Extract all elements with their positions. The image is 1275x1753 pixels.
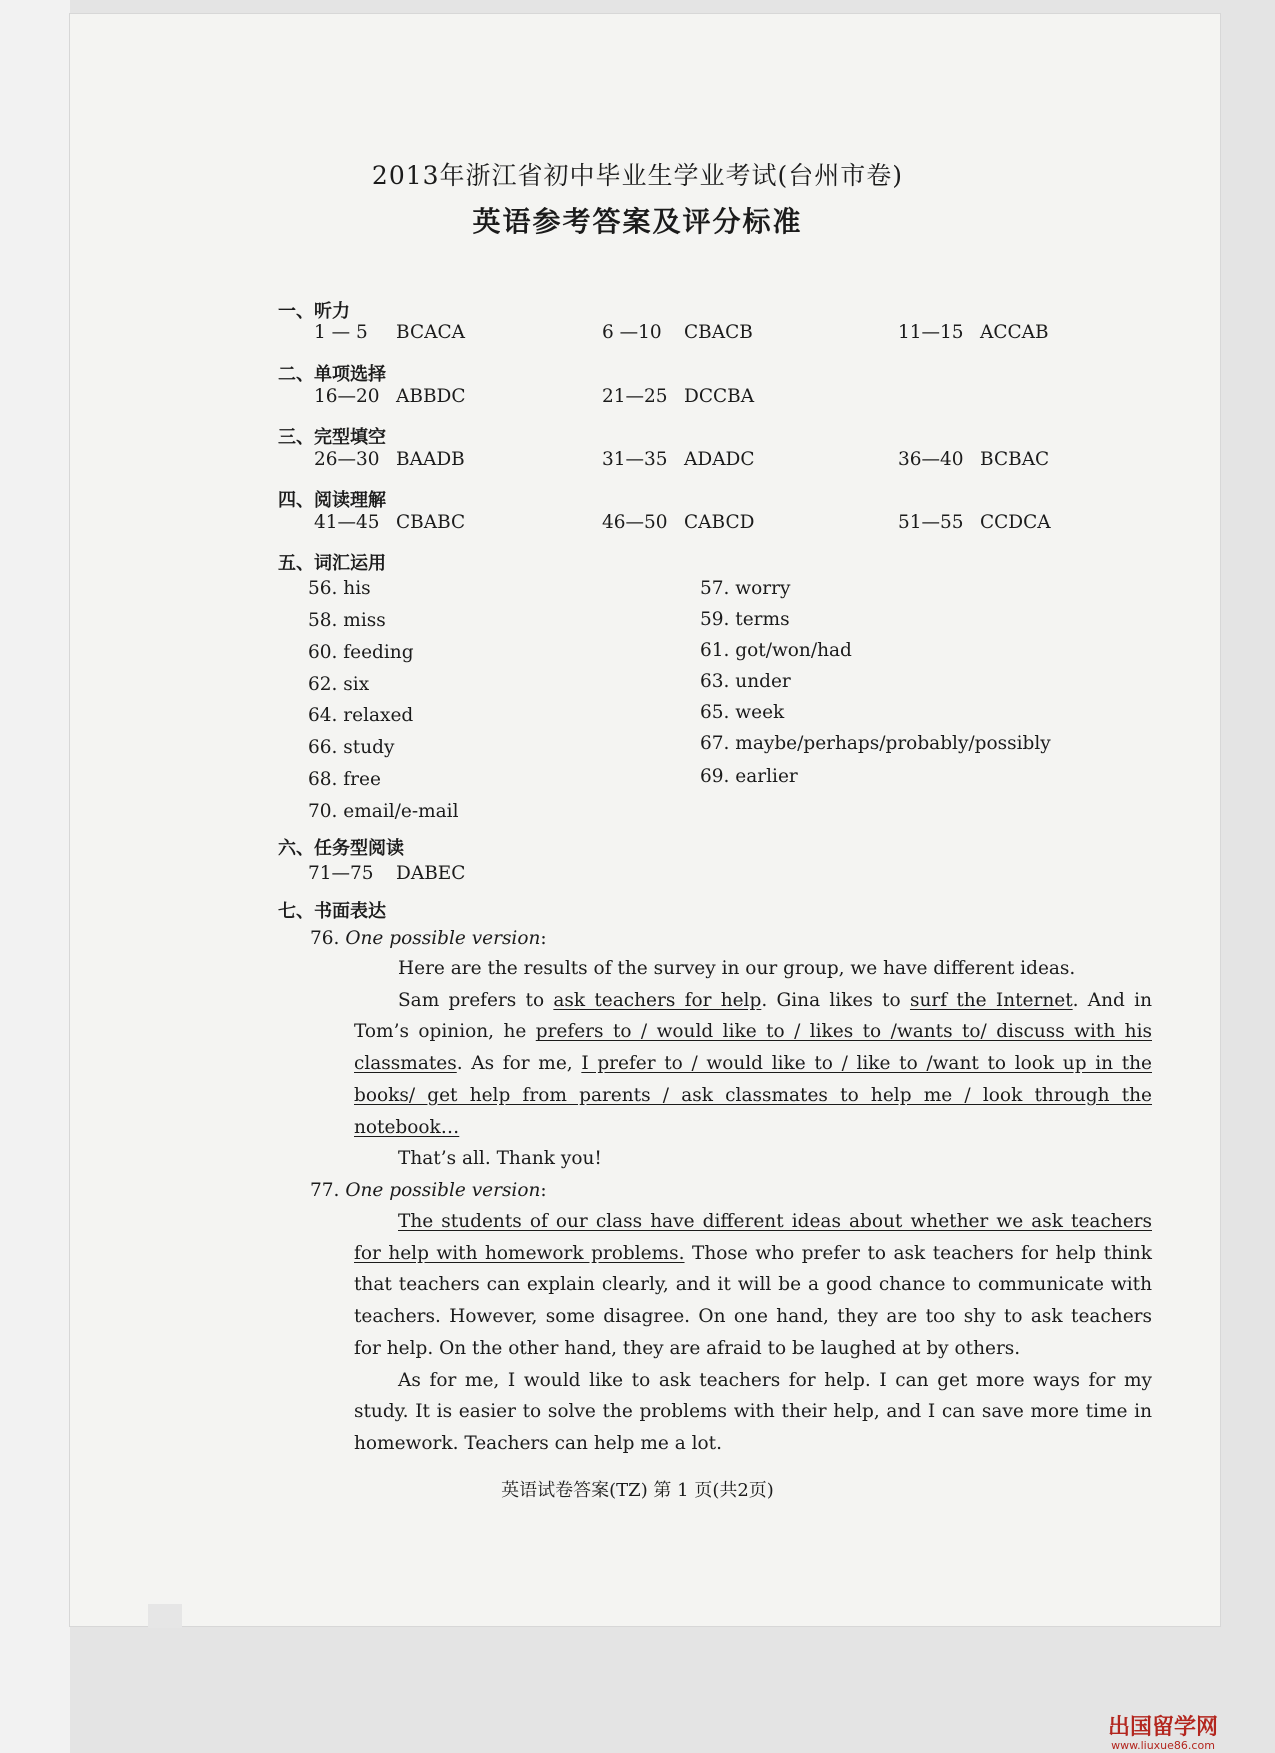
answer-letters: ADADC bbox=[684, 449, 755, 470]
essay-paragraph bbox=[354, 985, 1152, 1144]
question-77-label bbox=[310, 1180, 547, 1201]
answer-letters: BCACA bbox=[396, 322, 465, 343]
possible-version-label: One possible version bbox=[345, 928, 541, 949]
answer-range: 36—40 bbox=[898, 449, 964, 470]
essay-paragraph: Here are the results of the survey in our group, we have different ideas. bbox=[398, 958, 1076, 979]
answer-range: 26—30 bbox=[314, 449, 380, 470]
answer-range: 31—35 bbox=[602, 449, 668, 470]
answer-range: 46—50 bbox=[602, 512, 668, 533]
key-phrase: ask teachers for help bbox=[553, 989, 762, 1011]
vocab-answer: 65. week bbox=[700, 702, 785, 723]
page-footer: 英语试卷答案(TZ) 第 1 页(共2页) bbox=[501, 1480, 774, 1501]
vocab-answer: 70. email/e-mail bbox=[308, 801, 459, 822]
question-number: 76. bbox=[310, 928, 340, 949]
vocab-answer: 66. study bbox=[308, 737, 395, 758]
vocab-answer: 64. relaxed bbox=[308, 705, 414, 726]
exam-title: 2013年浙江省初中毕业生学业考试(台州市卷) bbox=[371, 161, 904, 190]
answer-range: 11—15 bbox=[898, 322, 964, 343]
question-number: 77. bbox=[310, 1180, 340, 1201]
section-heading-single-choice: 二、单项选择 bbox=[278, 364, 386, 385]
answer-letters: BCBAC bbox=[980, 449, 1050, 470]
vocab-answer: 69. earlier bbox=[700, 766, 798, 787]
vocab-answer: 63. under bbox=[700, 671, 791, 692]
vocab-answer: 58. miss bbox=[308, 610, 386, 631]
essay-paragraph: That’s all. Thank you! bbox=[398, 1148, 602, 1170]
possible-version-label: One possible version bbox=[345, 1180, 541, 1201]
key-phrase: surf the Internet bbox=[909, 989, 1073, 1011]
vocab-answer: 59. terms bbox=[700, 609, 790, 630]
key-phrase: prefers to / would like to / likes to /wants to/ discuss with his classmates bbox=[354, 1021, 1152, 1075]
topic-sentence: The students of our class have different ideas about whether we ask teachers for help with homework problems. bbox=[354, 1211, 1152, 1264]
answer-letters: CABCD bbox=[684, 512, 755, 533]
vocab-answer: 56. his bbox=[308, 578, 371, 599]
answer-letters: CBACB bbox=[684, 322, 753, 343]
answer-letters: ABBDC bbox=[396, 386, 466, 407]
essay-paragraph bbox=[354, 1206, 1152, 1365]
answer-range: 51—55 bbox=[898, 512, 964, 533]
section-heading-cloze: 三、完型填空 bbox=[278, 427, 386, 448]
colon: : bbox=[540, 928, 547, 949]
answer-range: 16—20 bbox=[314, 386, 380, 407]
answer-range: 41—45 bbox=[314, 512, 380, 533]
essay-text: Sam prefers to bbox=[398, 989, 554, 1011]
watermark-site-name: 出国留学网 bbox=[1108, 1715, 1219, 1740]
watermark-url: www.liuxue86.com bbox=[1111, 1739, 1215, 1752]
essay-paragraph: As for me, I would like to ask teachers for help. I can get more ways for my study. It is easier to solve the problems with their help, and I can save more time in homework. Teachers can help me a lot. bbox=[354, 1369, 1152, 1454]
section-heading-reading: 四、阅读理解 bbox=[278, 490, 386, 511]
essay-text: . Gina likes to bbox=[761, 989, 910, 1011]
answer-key-title: 英语参考答案及评分标准 bbox=[472, 205, 803, 238]
vocab-answer: 67. maybe/perhaps/probably/possibly bbox=[700, 733, 1051, 754]
scan-artifact bbox=[148, 1604, 182, 1628]
answer-letters: CCDCA bbox=[980, 512, 1051, 533]
vocab-answer: 68. free bbox=[308, 769, 381, 790]
site-watermark bbox=[1108, 1716, 1218, 1752]
vocab-answer: 60. feeding bbox=[308, 642, 414, 663]
key-phrase: I prefer to / would like to / like to /want to look up in the books/ get help from parents / ask classmates to help me / look through the notebook… bbox=[354, 1053, 1152, 1138]
vocab-answer: 57. worry bbox=[700, 578, 791, 599]
essay-text: . And in Tom’s opinion, he bbox=[354, 989, 1152, 1043]
essay-77 bbox=[354, 1206, 1152, 1460]
essay-text: . As for me, bbox=[456, 1053, 582, 1075]
essay-76 bbox=[354, 953, 1152, 1175]
answer-letters: BAADB bbox=[396, 449, 465, 470]
essay-text: Those who prefer to ask teachers for help think that teachers can explain clearly, and it will be a good chance to communicate with teachers. However, some disagree. On one hand, they are too shy to ask teachers for help. On the other hand, they are afraid to be laughed at by others. bbox=[354, 1242, 1152, 1359]
question-76-label bbox=[310, 928, 547, 949]
answer-range: 6 —10 bbox=[602, 322, 662, 343]
answer-range: 21—25 bbox=[602, 386, 668, 407]
section-heading-task-reading: 六、任务型阅读 bbox=[278, 838, 404, 859]
answer-letters: DCCBA bbox=[684, 386, 755, 407]
answer-letters: DABEC bbox=[396, 863, 466, 884]
section-heading-writing: 七、书面表达 bbox=[278, 901, 386, 922]
answer-range: 1 — 5 bbox=[314, 322, 368, 343]
colon: : bbox=[540, 1180, 547, 1201]
answer-range: 71—75 bbox=[308, 863, 374, 884]
section-heading-listening: 一、听力 bbox=[278, 301, 350, 322]
answer-letters: ACCAB bbox=[980, 322, 1049, 343]
vocab-answer: 61. got/won/had bbox=[700, 640, 852, 661]
answer-letters: CBABC bbox=[396, 512, 466, 533]
section-heading-vocabulary: 五、词汇运用 bbox=[278, 553, 386, 574]
vocab-answer: 62. six bbox=[308, 674, 370, 695]
